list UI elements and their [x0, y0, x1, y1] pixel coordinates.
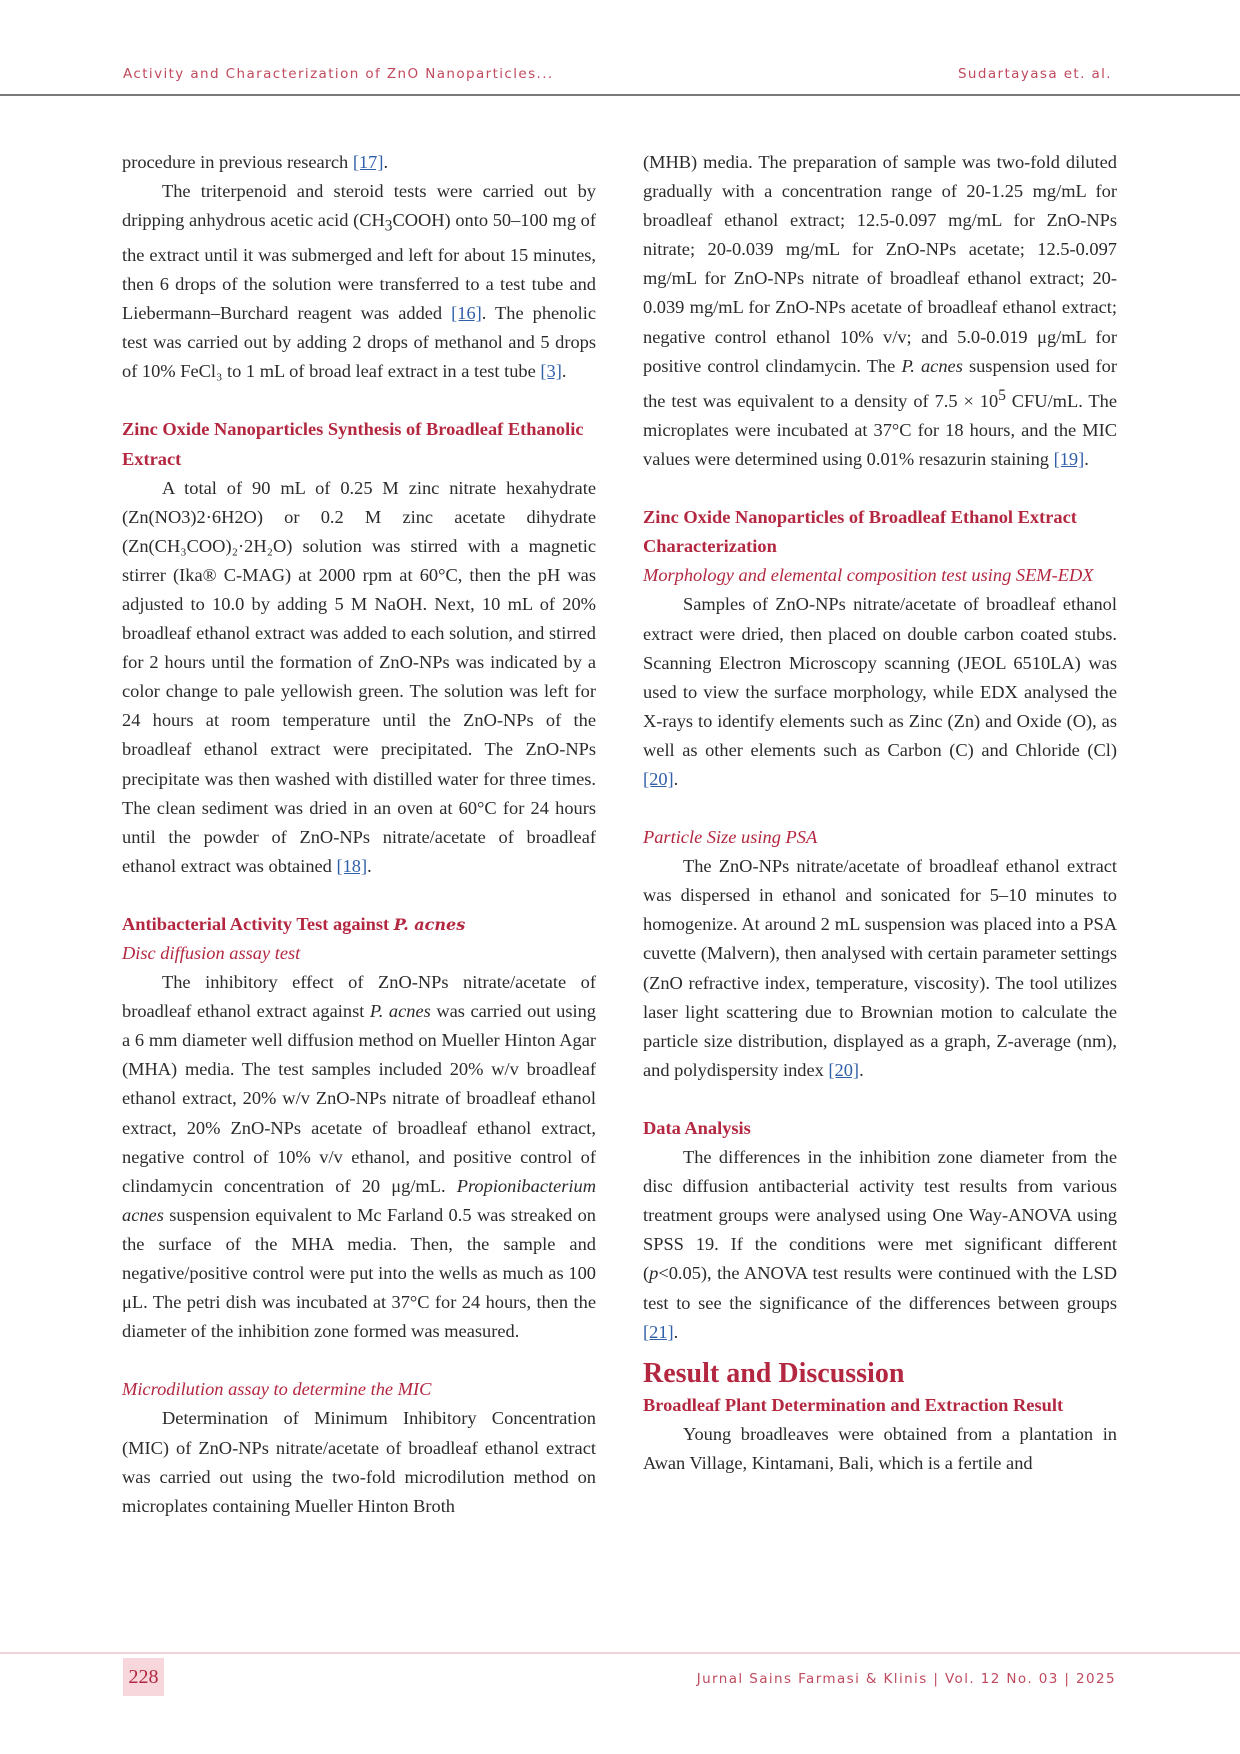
species-name: Propionibacterium acnes [122, 1175, 596, 1225]
paragraph-broadleaf: Young broadleaves were obtained from a plantation in Awan Village, Kintamani, Bali, which is a fertile and [643, 1423, 1117, 1473]
paragraph-sem-edx [643, 590, 1117, 794]
text: A total of 90 mL of 0.25 M zinc nitrate hexahydrate (Zn(NO3)2·6H2O) or 0.2 M zinc acetate dihydrate (Zn(CH₃COO)₂·2H₂O) solution was stirred with a magnetic stirrer (Ika® C-MAG) at 2000 rpm at 60°C, then the pH was adjusted to 10.0 by adding 5 M NaOH. Next, 10 mL of 20% broadleaf ethanol extract was added to each solution, and stirred for 2 hours until the formation of ZnO-NPs was indicated by a color change to pale yellowish green. The solution was left for 24 hours at room temperature until the ZnO-NPs of the broadleaf ethanol extract were precipitated. The ZnO-NPs precipitate was then washed with distilled water for three times. The clean sediment was dried in an oven at 60°C for 24 hours until the powder of ZnO-NPs nitrate/acetate of broadleaf ethanol extract was obtained [122, 477, 596, 876]
heading-broadleaf-determination: Broadleaf Plant Determination and Extraction Result [643, 1394, 1064, 1415]
citation-link[interactable]: [17] [352, 152, 384, 172]
running-header-authors: Sudartayasa et. al. [957, 66, 1112, 82]
spacer [643, 1085, 1117, 1114]
text: . [367, 855, 372, 876]
text: (MHB) media. The preparation of sample was two-fold diluted gradually with a concentration range of 20-1.25 mg/mL for broadleaf ethanol extract; 12.5-0.097 mg/mL for ZnO-NPs nitrate; 20-0.039 mg/mL for ZnO-NPs acetate; 12.5-0.097 mg/mL for ZnO-NPs nitrate of broadleaf ethanol extract; 20-0.039 mg/mL for ZnO-NPs acetate of broadleaf ethanol extract; negative control ethanol 10% v/v; and 5.0-0.019 μg/mL for positive control clindamycin. The [643, 152, 1117, 376]
paragraph-disc-diffusion [122, 968, 596, 1346]
text: . [1084, 449, 1089, 470]
subheading-disc-diffusion: Disc diffusion assay test [122, 943, 301, 964]
text: procedure in previous research [122, 152, 353, 172]
heading-data-analysis: Data Analysis [643, 1117, 751, 1138]
text: CFU/mL. The microplates were incubated at 37°C for 18 hours, and the MIC values were determined using 0.01% resazurin staining [643, 390, 1118, 470]
text: suspension used for the test was equivalent to a density of 7.5 × 10 [643, 355, 1117, 411]
citation-link[interactable]: [19] [1053, 449, 1085, 470]
text: . [561, 361, 567, 382]
paragraph-triterpenoid [122, 177, 596, 386]
running-header-title: Activity and Characterization of ZnO Nanoparticles... [123, 66, 554, 82]
species-name: P. acnes [393, 914, 466, 934]
text: . [859, 1059, 864, 1080]
text: Samples of ZnO-NPs nitrate/acetate of broadleaf ethanol extract were dried, then placed on double carbon coated stubs. Scanning Electron Microscopy scanning (JEOL 6510LA) was used to view the surface morphology, while EDX analysed the X-rays to identify elements such as Zinc (Zn) and Oxide (O), as well as other elements such as Carbon (C) and Chloride (Cl) [643, 594, 1117, 760]
paragraph-psa [643, 852, 1117, 1085]
species-name: P. acnes [901, 355, 963, 376]
p-value-symbol: p [649, 1263, 659, 1284]
subheading-microdilution: Microdilution assay to determine the MIC [122, 1379, 432, 1400]
heading-characterization: Zinc Oxide Nanoparticles of Broadleaf Ethanol Extract Characterization [643, 507, 1077, 557]
species-name: P. acnes [369, 1001, 431, 1022]
spacer [122, 1346, 596, 1375]
spacer [643, 1347, 1117, 1357]
citation-link[interactable]: [3] [540, 361, 562, 382]
heading-antibacterial [122, 910, 596, 939]
text: suspension equivalent to Mc Farland 0.5 was streaked on the surface of the MHA media. Then, the sample and negative/positive control were put into the wells as much as 100 μL. The petri dish was incubated at 37°C for 24 hours, then the diameter of the inhibition zone formed was measured. [122, 1204, 596, 1342]
subscript: 3 [384, 217, 393, 235]
citation-link[interactable]: [18] [336, 855, 368, 876]
text: <0.05), the ANOVA test results were continued with the LSD test to see the significance of the differences between groups [643, 1263, 1117, 1313]
left-column [122, 148, 596, 1521]
paragraph-procedure [122, 148, 596, 177]
citation-link[interactable]: [20] [828, 1059, 860, 1080]
text: The inhibitory effect of ZnO-NPs nitrate/acetate of broadleaf ethanol extract against [122, 972, 596, 1022]
spacer [643, 474, 1117, 503]
heading-synthesis: Zinc Oxide Nanoparticles Synthesis of Broadleaf Ethanolic Extract [122, 419, 584, 469]
right-column [643, 148, 1117, 1478]
subheading-sem-edx: Morphology and elemental composition test using SEM-EDX [643, 565, 1094, 586]
citation-link[interactable]: [20] [643, 769, 674, 789]
paragraph-synthesis [122, 474, 596, 881]
text: . The phenolic test was carried out by adding 2 drops of methanol and 5 drops of 10% FeCl₃ to 1 mL of broad leaf extract in a test tube [122, 303, 596, 382]
spacer [122, 881, 596, 910]
footer-divider [0, 1652, 1240, 1654]
text: Antibacterial Activity Test against [122, 913, 394, 934]
spacer [643, 794, 1117, 823]
page-number: 228 [123, 1658, 164, 1696]
journal-citation: Jurnal Sains Farmasi & Klinis | Vol. 12 No. 03 | 2025 [696, 1671, 1116, 1687]
subheading-psa: Particle Size using PSA [643, 827, 818, 848]
text: The differences in the inhibition zone diameter from the disc diffusion antibacterial activity test results from various treatment groups were analysed using One Way-ANOVA using SPSS 19. If the conditions were met significant different ( [643, 1147, 1117, 1284]
superscript: 5 [998, 386, 1006, 404]
citation-link[interactable]: [16] [451, 303, 482, 324]
text: . [383, 152, 389, 172]
text: The triterpenoid and steroid tests were carried out by dripping anhydrous acetic acid (CH [122, 181, 596, 231]
paragraph-mic-continued [643, 148, 1117, 474]
paragraph-data-analysis [643, 1143, 1117, 1347]
spacer [122, 386, 596, 415]
text: The ZnO-NPs nitrate/acetate of broadleaf ethanol extract was dispersed in ethanol and sonicated for 5–10 minutes to homogenize. At around 2 mL suspension was placed into a PSA cuvette (Malvern), then analysed with certain parameter settings (ZnO refractive index, temperature, viscosity). The tool utilizes laser light scattering due to Brownian motion to calculate the particle size distribution, displayed as a graph, Z-average (nm), and polydispersity index [643, 856, 1117, 1080]
text: . [673, 769, 679, 789]
text: COOH) onto 50–100 mg of the extract until it was submerged and left for about 15 minutes, then 6 drops of the solution were transferred to a test tube and Liebermann–Burchard reagent was added [122, 210, 597, 324]
text: . [673, 1321, 679, 1342]
text: was carried out using a 6 mm diameter well diffusion method on Mueller Hinton Agar (MHA) media. The test samples included 20% w/v broadleaf ethanol extract, 20% w/v ZnO-NPs nitrate of broadleaf ethanol extract, 20% ZnO-NPs acetate of broadleaf ethanol extract, negative control of 10% v/v ethanol, and positive control of clindamycin concentration of 20 μg/mL. [122, 1001, 596, 1196]
paragraph-microdilution: Determination of Minimum Inhibitory Concentration (MIC) of ZnO-NPs nitrate/acetate of broadleaf ethanol extract was carried out using the two-fold microdilution method on microplates containing Mueller Hinton Broth [122, 1408, 596, 1516]
citation-link[interactable]: [21] [643, 1321, 674, 1342]
section-heading-result: Result and Discussion [643, 1357, 905, 1389]
header-divider [0, 94, 1240, 96]
